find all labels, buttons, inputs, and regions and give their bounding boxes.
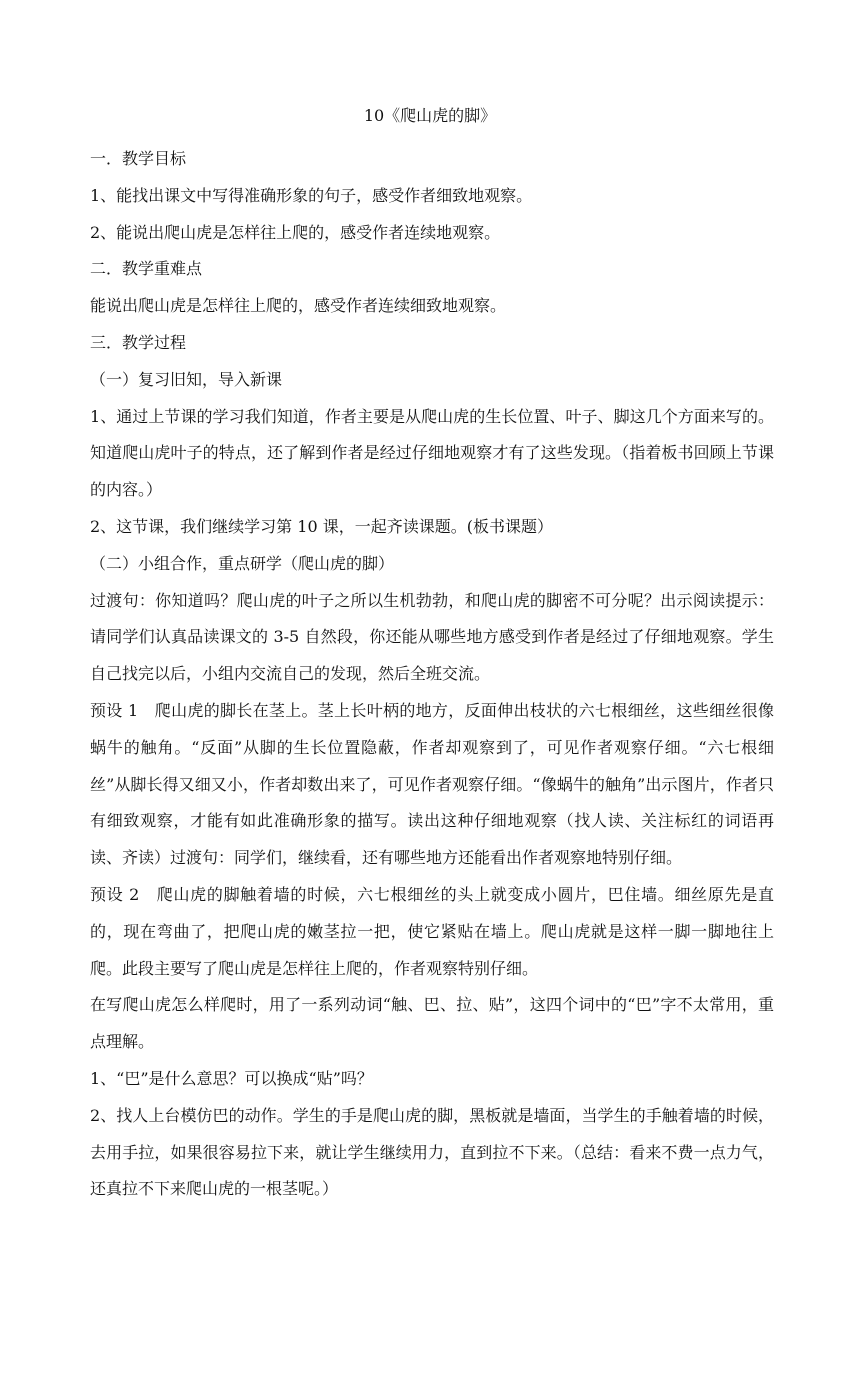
question-item-1: 1、“巴”是什么意思？可以换成“贴”吗？ bbox=[90, 1068, 373, 1088]
verbs-paragraph: 在写爬山虎怎么样爬时，用了一系列动词“触、巴、拉、贴”，这四个词中的“巴”字不太常用，重点理解。 bbox=[90, 995, 774, 1052]
key-points-text: 能说出爬山虎是怎样往上爬的，感受作者连续细致地观察。 bbox=[90, 296, 507, 316]
objective-item-1: 1、能找出课文中写得准确形象的句子，感受作者细致地观察。 bbox=[90, 185, 533, 205]
activity-item-2: 2、找人上台模仿巴的动作。学生的手是爬山虎的脚，黑板就是墙面，当学生的手触着墙的时候，去用手拉，如果很容易拉下来，就让学生继续用力，直到拉不下来。（总结：看来不费一点力气，还真拉不下来爬山虎的一根茎呢。） bbox=[90, 1105, 774, 1199]
transition-paragraph: 过渡句：你知道吗？爬山虎的叶子之所以生机勃勃，和爬山虎的脚密不可分呢？出示阅读提示：请同学们认真品读课文的 3-5 自然段，你还能从哪些地方感受到作者是经过了仔细地观察。学生自己找完以后，小组内交流自己的发现，然后全班交流。 bbox=[90, 590, 774, 684]
subheading-group-study: （二）小组合作，重点研学（爬山虎的脚） bbox=[90, 553, 395, 573]
preset-2-paragraph: 预设 2 爬山虎的脚触着墙的时候，六七根细丝的头上就变成小圆片，巴住墙。细丝原先是直的，现在弯曲了，把爬山虎的嫩茎拉一把，使它紧贴在墙上。爬山虎就是这样一脚一脚地往上爬。此段主要写了爬山虎是怎样往上爬的，作者观察特别仔细。 bbox=[90, 884, 774, 978]
section-heading-key-points: 二．教学重难点 bbox=[90, 259, 203, 279]
review-item-2: 2、这节课，我们继续学习第 10 课，一起齐读课题。(板书课题） bbox=[90, 516, 553, 536]
preset-1-paragraph: 预设 1 爬山虎的脚长在茎上。茎上长叶柄的地方，反面伸出枝状的六七根细丝，这些细丝很像蜗牛的触角。“反面”从脚的生长位置隐蔽，作者却观察到了，可见作者观察仔细。“六七根细丝”从脚长得又细又小，作者却数出来了，可见作者观察仔细。“像蜗牛的触角”出示图片，作者只有细致观察，才能有如此准确形象的描写。读出这种仔细地观察（找人读、关注标红的词语再读、齐读）过渡句：同学们，继续看，还有哪些地方还能看出作者观察地特别仔细。 bbox=[90, 700, 774, 868]
review-item-1: 1、通过上节课的学习我们知道，作者主要是从爬山虎的生长位置、叶子、脚这几个方面来写的。知道爬山虎叶子的特点，还了解到作者是经过仔细地观察才有了这些发现。（指着板书回顾上节课的内容。） bbox=[90, 406, 774, 500]
section-heading-process: 三．教学过程 bbox=[90, 332, 187, 352]
document-body bbox=[90, 141, 774, 1208]
section-heading-objectives: 一．教学目标 bbox=[90, 149, 187, 168]
objective-item-2: 2、能说出爬山虎是怎样往上爬的，感受作者连续地观察。 bbox=[90, 222, 501, 242]
document-title: 10《爬山虎的脚》 bbox=[363, 106, 497, 125]
subheading-review: （一）复习旧知，导入新课 bbox=[90, 369, 283, 389]
